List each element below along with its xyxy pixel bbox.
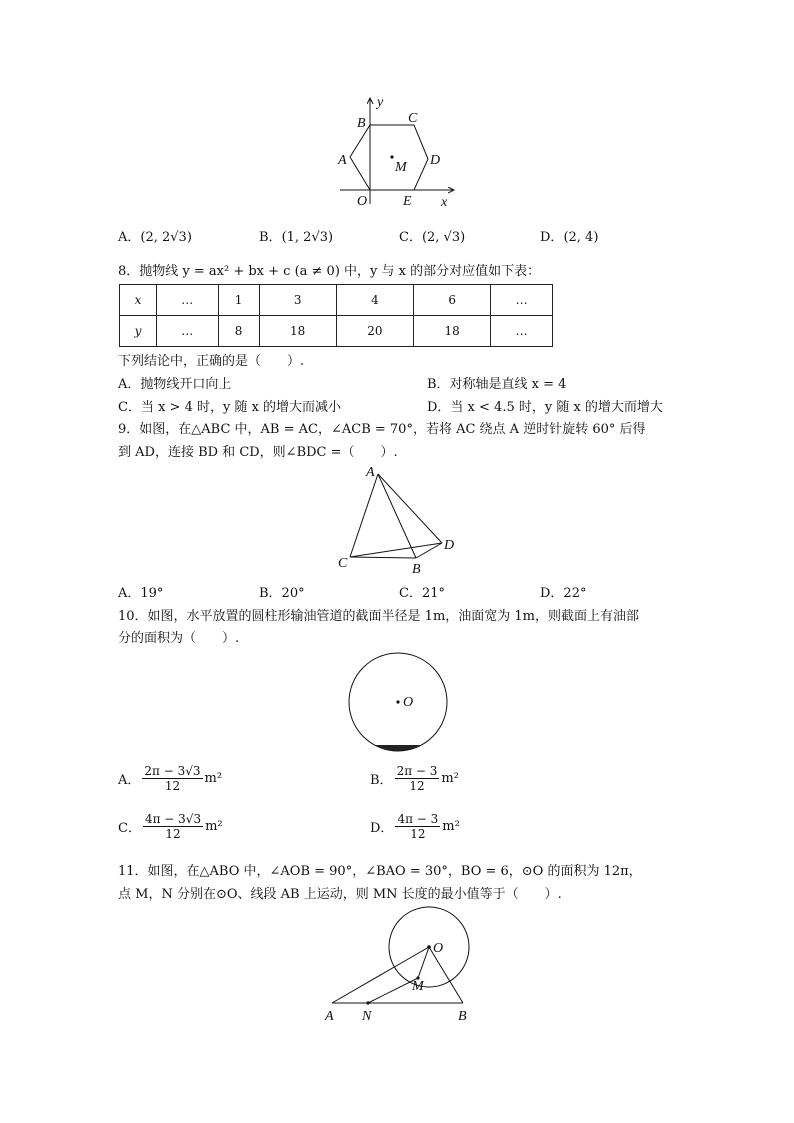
- pipe-cross-section-figure: [343, 652, 453, 754]
- label-b: B: [458, 1009, 467, 1024]
- table-row: [120, 316, 553, 347]
- q8-option-c: C．当 x > 4 时，y 随 x 的增大而减小: [118, 400, 342, 415]
- label-d: D: [444, 538, 455, 553]
- label-a: A: [338, 153, 347, 168]
- q9-option-c: C．21°: [399, 586, 445, 601]
- table-cell: 3: [259, 285, 336, 316]
- q10-stem-line1: 10．如图，水平放置的圆柱形输油管道的截面半径是 1m，油面宽为 1m，则截面上有油部: [118, 609, 640, 624]
- label-d: D: [430, 153, 441, 168]
- q9-option-a: A．19°: [118, 586, 164, 601]
- hexagon-figure: [330, 92, 460, 212]
- hexagon: [350, 125, 428, 190]
- table-cell: …: [156, 285, 218, 316]
- q10-option-d: D． $\frac{4\pi - 3}{12}$ m²: [370, 812, 460, 841]
- label-e: E: [403, 194, 412, 209]
- table-cell: y: [120, 316, 157, 347]
- oil-segment: [375, 745, 422, 751]
- table-cell: 1: [218, 285, 259, 316]
- label-a: A: [325, 1009, 334, 1024]
- label-m: M: [395, 160, 407, 175]
- q8-stem: 8．抛物线 y = ax² + bx + c (a ≠ 0) 中，y 与 x 的部分对应值如下表：: [118, 264, 541, 279]
- q10-option-b: B． $\frac{2\pi - 3}{12}$ m²: [370, 764, 459, 793]
- label-o: O: [403, 695, 414, 710]
- table-cell: …: [491, 285, 553, 316]
- table-cell: …: [156, 316, 218, 347]
- point-o: [427, 945, 431, 949]
- q7-option-a: A．(2, 2√3): [118, 230, 192, 245]
- q10-option-a: A． $\frac{2\pi - 3√3}{12}$ m²: [118, 764, 223, 793]
- table-cell: 4: [336, 285, 413, 316]
- q10-option-c: C． $\frac{4\pi - 3√3}{12}$ m²: [118, 812, 223, 841]
- q7-option-c: C．(2, √3): [399, 230, 466, 245]
- label-o: O: [357, 194, 368, 209]
- table-cell: x: [120, 285, 157, 316]
- table-cell: 18: [414, 316, 491, 347]
- label-y: y: [377, 95, 384, 110]
- point-m: [390, 155, 393, 158]
- label-b: B: [357, 116, 366, 131]
- q11-stem-line1: 11．如图，在△ABO 中，∠AOB = 90°，∠BAO = 30°，BO = 6，⊙O 的面积为 12π，: [118, 864, 642, 879]
- q8-option-a: A．抛物线开口向上: [118, 377, 232, 392]
- table-cell: 6: [414, 285, 491, 316]
- center-point: [396, 700, 399, 703]
- table-cell: …: [491, 316, 553, 347]
- label-o: O: [433, 941, 444, 956]
- label-a: A: [366, 465, 375, 480]
- label-c: C: [408, 111, 418, 126]
- q8-value-table: [119, 284, 553, 347]
- q7-option-b: B．(1, 2√3): [259, 230, 334, 245]
- label-b: B: [412, 562, 421, 577]
- q9-stem-line2: 到 AD，连接 BD 和 CD，则∠BDC =（ ）.: [118, 445, 398, 460]
- q9-option-b: B．20°: [259, 586, 305, 601]
- q8-option-b: B．对称轴是直线 x = 4: [427, 377, 567, 392]
- q9-option-d: D．22°: [540, 586, 587, 601]
- label-n: N: [362, 1009, 372, 1024]
- table-cell: 18: [259, 316, 336, 347]
- triangle-rotation-figure: [332, 460, 462, 578]
- table-cell: 8: [218, 316, 259, 347]
- label-c: C: [338, 556, 348, 571]
- label-x: x: [441, 195, 448, 210]
- table-cell: 20: [336, 316, 413, 347]
- triangle-circle-figure: [320, 906, 480, 1026]
- q11-stem-line2: 点 M，N 分别在⊙O、线段 AB 上运动，则 MN 长度的最小值等于（ ）.: [118, 887, 562, 902]
- q8-prompt: 下列结论中，正确的是（ ）.: [118, 354, 305, 369]
- q8-option-d: D．当 x < 4.5 时，y 随 x 的增大而增大: [427, 400, 663, 415]
- q9-stem-line1: 9．如图，在△ABC 中，AB = AC，∠ACB = 70°，若将 AC 绕点 A 逆时针旋转 60° 后得: [118, 422, 646, 437]
- q10-stem-line2: 分的面积为（ ）.: [118, 631, 240, 646]
- q7-option-d: D．(2, 4): [540, 230, 599, 245]
- table-row: [120, 285, 553, 316]
- label-m: M: [412, 979, 424, 994]
- point-n: [366, 1001, 369, 1004]
